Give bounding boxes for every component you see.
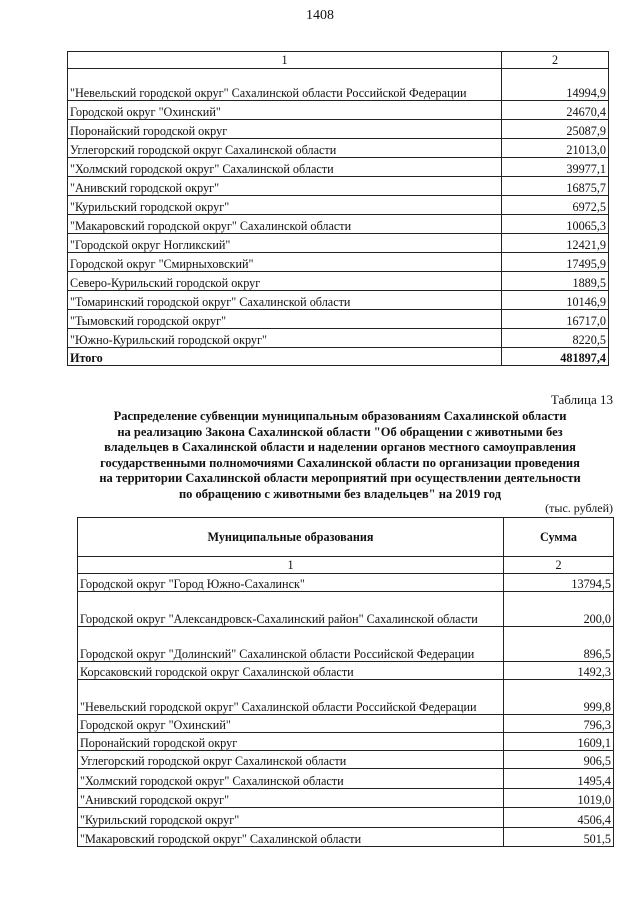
municipality-name: "Курильский городской округ" [68,196,502,215]
table-row [68,215,609,234]
title-line: владельцев в Сахалинской области и наделении органов местного самоуправления [104,440,576,454]
amount-value: 10065,3 [502,215,609,234]
amount-value: 10146,9 [502,291,609,310]
municipality-name: Городской округ "Смирныховский" [68,253,502,272]
amount-value: 796,3 [504,715,614,733]
municipality-name: "Макаровский городской округ" Сахалинской области [68,215,502,234]
table-row [78,680,614,715]
table-row [68,234,609,253]
table-row [78,574,614,592]
amount-value: 25087,9 [502,120,609,139]
title-line: государственными полномочиями Сахалинской области по организации проведения [100,455,580,470]
municipality-name: "Макаровский городской округ" Сахалинской области [78,828,504,847]
column-number-2: 2 [504,557,614,574]
table-row [68,253,609,272]
amount-value: 1889,5 [502,272,609,291]
amount-value: 501,5 [504,828,614,847]
municipality-name: Городской округ "Город Южно-Сахалинск" [78,574,504,592]
table-row [78,592,614,627]
total-row [68,348,609,366]
table-title [70,409,610,502]
municipality-name: "Южно-Курильский городской округ" [68,329,502,348]
municipality-name: "Невельский городской округ" Сахалинской области Российской Федерации [78,680,504,715]
table-row [68,158,609,177]
table-2-header-row [78,518,614,557]
municipality-name: Городской округ "Охинский" [68,101,502,120]
table-row [68,69,609,101]
table-row [68,329,609,348]
municipality-name: "Тымовский городской округ" [68,310,502,329]
municipality-name: Поронайский городской округ [68,120,502,139]
amount-value: 21013,0 [502,139,609,158]
table-2 [77,517,614,847]
amount-value: 12421,9 [502,234,609,253]
municipality-name: Городской округ "Александровск-Сахалинский район" Сахалинской области [78,592,504,627]
title-line: по обращению с животными без владельцев" на 2019 год [178,486,502,501]
municipality-name: "Холмский городской округ" Сахалинской области [78,769,504,789]
amount-value: 16875,7 [502,177,609,196]
amount-value: 13794,5 [504,574,614,592]
table-row [78,662,614,680]
municipality-name: Городской округ "Долинский" Сахалинской области Российской Федерации [78,627,504,662]
amount-value: 16717,0 [502,310,609,329]
municipality-name: "Городской округ Ногликский" [68,234,502,253]
table-row [68,139,609,158]
title-line: Распределение субвенции муниципальным образованиям Сахалинской области [113,409,567,423]
column-number-2: 2 [502,52,609,69]
title-line: на реализацию Закона Сахалинской области "Об обращении с животными без [117,424,563,439]
table-1-header-row [68,52,609,69]
table-row [68,310,609,329]
table-1 [67,51,609,366]
table-row [78,715,614,733]
amount-value: 4506,4 [504,808,614,828]
municipality-name: Углегорский городской округ Сахалинской области [78,751,504,769]
table-row [68,120,609,139]
amount-value: 1019,0 [504,789,614,808]
amount-value: 1495,4 [504,769,614,789]
column-number-1: 1 [68,52,502,69]
table-row [78,828,614,847]
amount-value: 14994,9 [502,69,609,101]
table-number-label: Таблица 13 [550,392,613,407]
table-row [78,627,614,662]
municipality-name: "Невельский городской округ" Сахалинской области Российской Федерации [68,69,502,101]
total-value: 481897,4 [502,348,609,366]
table-row [78,751,614,769]
municipality-name: "Томаринский городской округ" Сахалинской области [68,291,502,310]
table-row [68,291,609,310]
column-number-1: 1 [78,557,504,574]
table-row [78,733,614,751]
column-header-municipalities: Муниципальные образования [78,518,504,557]
municipality-name: "Холмский городской округ" Сахалинской области [68,158,502,177]
amount-value: 17495,9 [502,253,609,272]
page-number: 1408 [306,8,334,23]
amount-value: 906,5 [504,751,614,769]
municipality-name: Поронайский городской округ [78,733,504,751]
column-header-amount: Сумма [504,518,614,557]
municipality-name: Корсаковский городской округ Сахалинской области [78,662,504,680]
title-line: на территории Сахалинской области мероприятий при осуществлении деятельности [99,471,581,485]
unit-label: (тыс. рублей) [545,501,613,515]
municipality-name: Углегорский городской округ Сахалинской области [68,139,502,158]
amount-value: 24670,4 [502,101,609,120]
municipality-name: "Курильский городской округ" [78,808,504,828]
municipality-name: Городской округ "Охинский" [78,715,504,733]
table-row [78,808,614,828]
table-2-number-row [78,557,614,574]
table-row [68,101,609,120]
amount-value: 39977,1 [502,158,609,177]
municipality-name: "Анивский городской округ" [78,789,504,808]
amount-value: 999,8 [504,680,614,715]
municipality-name: Северо-Курильский городской округ [68,272,502,291]
amount-value: 8220,5 [502,329,609,348]
amount-value: 6972,5 [502,196,609,215]
amount-value: 200,0 [504,592,614,627]
table-row [78,789,614,808]
table-row [68,177,609,196]
total-label: Итого [68,348,502,366]
table-row [78,769,614,789]
table-row [68,272,609,291]
amount-value: 1492,3 [504,662,614,680]
amount-value: 1609,1 [504,733,614,751]
table-row [68,196,609,215]
municipality-name: "Анивский городской округ" [68,177,502,196]
amount-value: 896,5 [504,627,614,662]
